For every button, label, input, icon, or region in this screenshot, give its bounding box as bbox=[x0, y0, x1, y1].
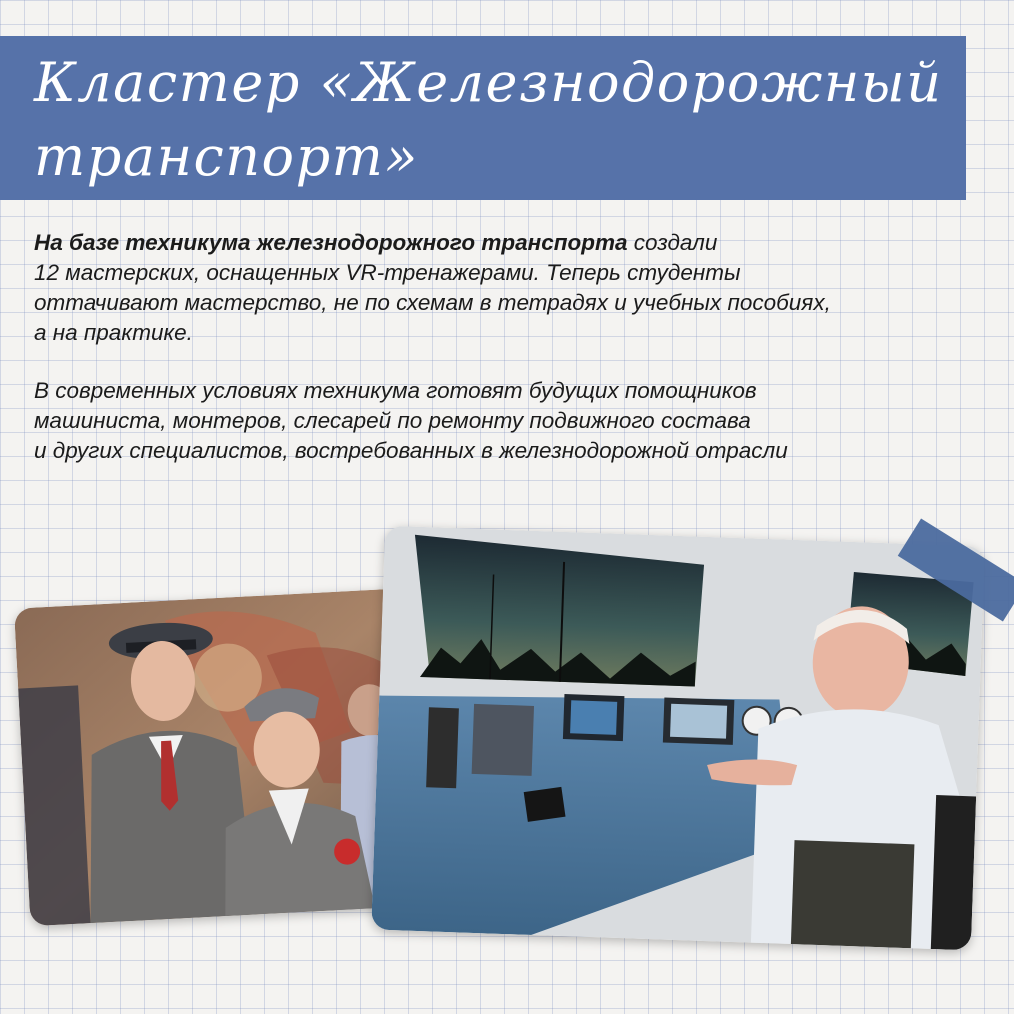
intro-text-rest: создали bbox=[627, 230, 718, 255]
intro-bold-text: На базе техникума железнодорожного транспорта bbox=[34, 230, 628, 255]
intro-line-2: 12 мастерских, оснащенных VR-тренажерами. Теперь студенты bbox=[34, 260, 741, 285]
page-title-line-2: транспорт» bbox=[34, 125, 419, 188]
intro-line-1 bbox=[34, 228, 954, 258]
details-line-1: В современных условиях техникума готовят будущих помощников bbox=[34, 378, 757, 403]
details-line-3: и других специалистов, востребованных в железнодорожной отрасли bbox=[34, 438, 788, 463]
cab-simulator-photo bbox=[371, 526, 985, 951]
students-photo-image bbox=[14, 588, 430, 926]
page-title-line-1: Кластер «Железнодорожный bbox=[34, 51, 943, 114]
intro-line-4: а на практике. bbox=[34, 320, 193, 345]
details-paragraph bbox=[34, 376, 954, 466]
intro-line-3: оттачивают мастерство, не по схемам в тетрадях и учебных пособиях, bbox=[34, 290, 831, 315]
students-photo bbox=[14, 588, 430, 926]
cab-simulator-image bbox=[371, 526, 985, 951]
details-line-2: машиниста, монтеров, слесарей по ремонту подвижного состава bbox=[34, 408, 751, 433]
intro-paragraph bbox=[34, 228, 954, 348]
title-banner bbox=[0, 36, 966, 200]
